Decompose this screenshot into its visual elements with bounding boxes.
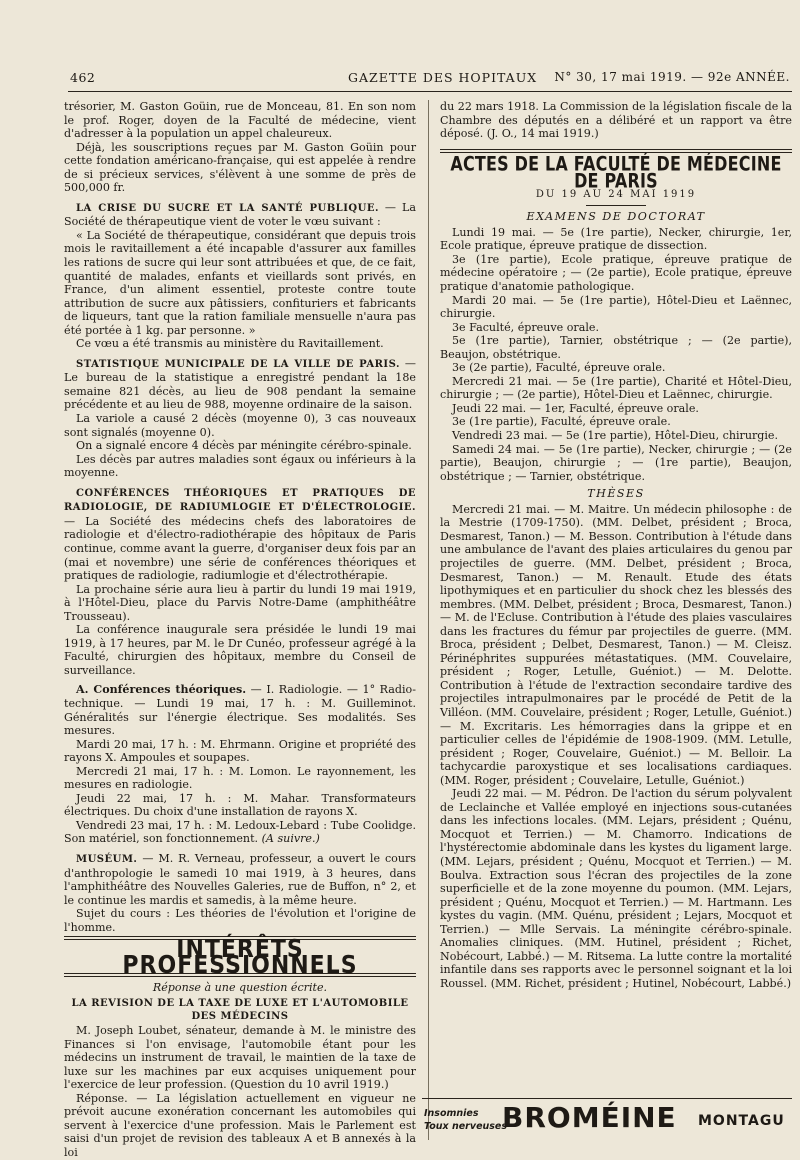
article-paragraph: du 22 mars 1918. La Commission de la législation fiscale de la Chambre des députés en a délibéré et un rapport va être déposé. (J. O., 14 mai 1919.) [440, 100, 792, 141]
article-paragraph: MUSÉUM. — M. R. Verneau, professeur, a ouvert le cours d'anthropologie le samedi 10 mai 1919, à 3 heures, dans l'amphithéâtre des Nouvelles Galeries, rue de Buffon, n° 2, et le continue les mardis et samedis, à la même heure. [64, 851, 416, 907]
exam-paragraph: 3e (2e partie), Faculté, épreuve orale. [452, 361, 666, 375]
exam-paragraph: 5e (1re partie), Tarnier, obstétrique ; — (2e partie), Beaujon, obstétrique. [440, 334, 792, 361]
article-paragraph: La prochaine série aura lieu à partir du lundi 19 mai 1919, à l'Hôtel-Dieu, place du Parvis Notre-Dame (amphithéâtre Trousseau). [64, 582, 416, 623]
page-number: 462 [70, 70, 96, 85]
article-paragraph: Mardi 20 mai, 17 h. : M. Ehrmann. Origine et propriété des rayons X. Ampoules et soupapes. [64, 737, 416, 765]
article-paragraph: Mercredi 21 mai, 17 h. : M. Lomon. Le rayonnement, les mesures en radiologie. [64, 764, 416, 792]
exam-paragraph: 3e (1re partie), Ecole pratique, épreuve pratique de médecine opératoire ; — (2e partie), Ecole pratique, épreuve pratique d'anatomie pathologique. [440, 252, 792, 294]
ad-maker: MONTAGU [698, 1113, 785, 1129]
exam-paragraph: Samedi 24 mai. — 5e (1re partie), Necker, chirurgie ; — (2e partie), Beaujon, chirurgie ; — (1re partie), Beaujon, obstétrique ; — Tarnier, obstétrique. [440, 442, 792, 483]
article-paragraph: CONFÉRENCES THÉORIQUES ET PRATIQUES DE RADIOLOGIE, DE RADIUMLOGIE ET D'ÉLECTROLOGIE. — La Société des médecins chefs des laboratoires de radiologie et d'électro-radiothérapie des hôpitaux de Paris continue, comme avant la guerre, d'organiser deux fois par an (mai et novembre) une série de conférences théoriques et pratiques de radiologie, radiumlogie et d'électrothérapie. [64, 487, 416, 583]
header-rule [68, 91, 792, 92]
article-heading: CONFÉRENCES THÉORIQUES ET PRATIQUES DE RADIOLOGIE, DE RADIUMLOGIE ET D'ÉLECTROLOGIE. [64, 487, 416, 514]
article-paragraph: « La Société de thérapeutique, considérant que depuis trois mois le ravitaillement a été incapable d'assurer aux familles les rations de sucre qui leur sont attribuées et que, de ce fait, quantité de malades, enfants et vieillards sont privés, en France, d'un aliment essentiel, proteste contre toute attribution de sucre aux pâtissiers, confituriers et fabricants de liqueurs, tant que la ration familiale mensuelle n'aura pas été portée à 1 kg. par personne. » [64, 228, 416, 337]
article-paragraph: Sujet du cours : Les théories de l'évolution et l'origine de l'homme. [64, 907, 416, 934]
article-paragraph: La variole a causé 2 décès (moyenne 0), 3 cas nouveaux sont signalés (moyenne 0). [64, 412, 416, 439]
article-heading: STATISTIQUE MUNICIPALE DE LA VILLE DE PARIS. [76, 358, 400, 370]
exam-paragraph: 3e (1re partie), Faculté, épreuve orale. [452, 415, 671, 429]
exam-paragraph: Vendredi 23 mai. — 5e (1re partie), Hôtel-Dieu, chirurgie. [452, 429, 779, 443]
article-paragraph: Réponse. — La législation actuellement en vigueur ne prévoit aucune exonération concernant les automobiles qui servent à l'exercice d'une profession. Mais le Parlement est saisi d'un projet de revision des tableaux A et B annexés à la loi [64, 1091, 416, 1159]
article-paragraph: Les décès par autres maladies sont égaux ou inférieurs à la moyenne. [64, 452, 416, 480]
article-heading: MUSÉUM. [76, 853, 138, 865]
ad-brand: BROMÉINE [502, 1101, 677, 1134]
article-paragraph: Vendredi 23 mai, 17 h. : M. Ledoux-Lebard : Tube Coolidge. Son matériel, son fonctionnement. (A suivre.) [64, 818, 416, 846]
article-paragraph: Déjà, les souscriptions reçues par M. Gaston Goüin pour cette fondation américano-française, qui est appelée à rendre de si précieux services, s'élèvent à une somme de près de 500,000 fr. [64, 140, 416, 195]
exam-paragraph: Jeudi 22 mai. — 1er, Faculté, épreuve orale. [452, 401, 699, 415]
article-paragraph: Jeudi 22 mai, 17 h. : M. Mahar. Transformateurs électriques. Du choix d'une installation de rayons X. [64, 791, 416, 819]
a-suivre: (A suivre.) [261, 832, 320, 846]
article-paragraph: M. Joseph Loubet, sénateur, demande à M. le ministre des Finances si l'on envisage, l'automobile étant pour les médecins un instrument de travail, le maintien de la taxe de luxe sur les machines par eux acquises uniquement pour l'exercice de leur profession. (Question du 10 avril 1919.) [64, 1024, 416, 1092]
section-subtitle: Réponse à une question écrite. [152, 981, 328, 995]
ad-tagline: Insomnies Toux nerveuses [424, 1108, 508, 1132]
newspaper-title: GAZETTE DES HOPITAUX [348, 70, 538, 85]
left-column [64, 100, 416, 1159]
exam-paragraph: Lundi 19 mai. — 5e (1re partie), Necker, chirurgie, 1er, Ecole pratique, épreuve pratique de dissection. [440, 225, 792, 253]
article-paragraph: La conférence inaugurale sera présidée le lundi 19 mai 1919, à 17 heures, par M. le Dr Cunéo, professeur agrégé à la Faculté, chirurgien des hôpitaux, membre du Conseil de surveillance. [64, 623, 416, 677]
article-paragraph: LA CRISE DU SUCRE ET LA SANTÉ PUBLIQUE. — La Société de thérapeutique vient de voter le vœu suivant : [64, 200, 416, 229]
subsection-heading: EXAMENS DE DOCTORAT [526, 210, 706, 224]
right-column [440, 100, 792, 1140]
issue-info: N° 30, 17 mai 1919. — 92e ANNÉE. [554, 70, 790, 84]
thesis-paragraph: Mercredi 21 mai. — M. Maitre. Un médecin philosophe : de la Mestrie (1709-1750). (MM. Delbet, président ; Broca, Desmarest, Tanon.) — M. Besson. Contribution à l'étude dans une ambulance de l'avant des plaies articulaires du genou par projectiles de guerre. (MM. Delbet, président ; Broca, Desmarest, Tanon.) — M. Renault. Etude des états lipothymiques et en particulier du shock chez les blessés des membres. (MM. Delbet, président ; Broca, Desmarest, Tanon.) — M. de l'Ecluse. Contribution à l'étude des plaies vasculaires dans les fractures du fémur par projectiles de guerre. (MM. Broca, président ; Delbet, Desmarest, Tanon.) — M. Cleisz. Périnéphrites suppurées métastatiques. (MM. Couvelaire, président ; Roger, Letulle, Guéniot.) — M. Delotte. Contribution à l'étude de l'extraction secondaire tardive des projectiles intrapulmonaires par le procédé de Petit de la Villéon. (MM. Couvelaire, président ; Roger, Letulle, Guéniot.) — M. Excritaris. Les hémorragies dans la grippe et en particulier celles de l'épidémie de 1908-1909. (MM. Letulle, président ; Roger, Couvelaire, Guéniot.) — M. Belloir. La tachycardie paroxystique et ses localisations cardiaques. (MM. Roger, président ; Couvelaire, Letulle, Guéniot.) [440, 502, 792, 787]
section-dates: DU 19 AU 24 MAI 1919 [535, 188, 697, 200]
article-heading: LA CRISE DU SUCRE ET LA SANTÉ PUBLIQUE. [76, 202, 379, 214]
thesis-paragraph: Jeudi 22 mai. — M. Pédron. De l'action du sérum polyvalent de Leclainche et Vallée employé en injections sous-cutanées dans les infections locales. (MM. Lejars, président ; Quénu, Mocquot et Terrien.) — M. Chamorro. Indications de l'hystérectomie abdominale dans les kystes du ligament large. (MM. Lejars, président ; Quénu, Mocquot et Terrien.) — M. Boulva. Extraction sous l'écran des projectiles de la zone superficielle et de la zone moyenne du poumon. (MM. Lejars, président ; Quénu, Mocquot et Terrien.) — M. Hartmann. Les kystes du vagin. (MM. Quénu, président ; Lejars, Mocquot et Terrien.) — Mlle Servais. La méningite cérébro-spinale. Anomalies cliniques. (MM. Hutinel, président ; Richet, Nobécourt, Labbé.) — M. Ritsema. La lutte contre la mortalité infantile dans ses rapports avec le personnel soignant et la loi Roussel. (MM. Richet, président ; Hutinel, Nobécourt, Labbé.) [440, 787, 792, 990]
exam-paragraph: 3e Faculté, épreuve orale. [452, 320, 599, 334]
subheading: A. Conférences théoriques. [76, 683, 247, 697]
advertisement [422, 1098, 792, 1139]
section-title: INTÉRÊTS PROFESSIONNELS [122, 935, 358, 980]
section-title: ACTES DE LA FACULTÉ DE MÉDECINE DE PARIS [450, 152, 782, 192]
page-header [70, 70, 790, 92]
column-separator [428, 100, 429, 1140]
article-paragraph: On a signalé encore 4 décès par méningite cérébro-spinale. [76, 439, 412, 453]
article-paragraph: Ce vœu a été transmis au ministère du Ravitaillement. [76, 337, 384, 351]
short-rule [586, 205, 646, 206]
article-paragraph: STATISTIQUE MUNICIPALE DE LA VILLE DE PARIS. — Le bureau de la statistique a enregistré pendant la 18e semaine 821 décès, au lieu de 908 pendant la semaine précédente et au lieu de 988, moyenne ordinaire de la saison. [64, 356, 416, 412]
subsection-heading: THÈSES [587, 487, 645, 501]
exam-paragraph: Mardi 20 mai. — 5e (1re partie), Hôtel-Dieu et Laënnec, chirurgie. [440, 293, 792, 321]
article-paragraph: A. Conférences théoriques. — I. Radiologie. — 1° Radio-technique. — Lundi 19 mai, 17 h. : M. Guilleminot. Généralités sur l'énergie électrique. Ses modalités. Ses mesures. [64, 683, 416, 738]
article-heading: LA REVISION DE LA TAXE DE LUXE ET L'AUTOMOBILE DES MÉDECINS [71, 997, 409, 1023]
article-paragraph: trésorier, M. Gaston Goüin, rue de Monceau, 81. En son nom le prof. Roger, doyen de la Faculté de médecine, vient d'adresser à la population un appel chaleureux. [64, 100, 416, 141]
exam-paragraph: Mercredi 21 mai. — 5e (1re partie), Charité et Hôtel-Dieu, chirurgie ; — (2e partie), Hôtel-Dieu et Laënnec, chirurgie. [440, 374, 792, 402]
